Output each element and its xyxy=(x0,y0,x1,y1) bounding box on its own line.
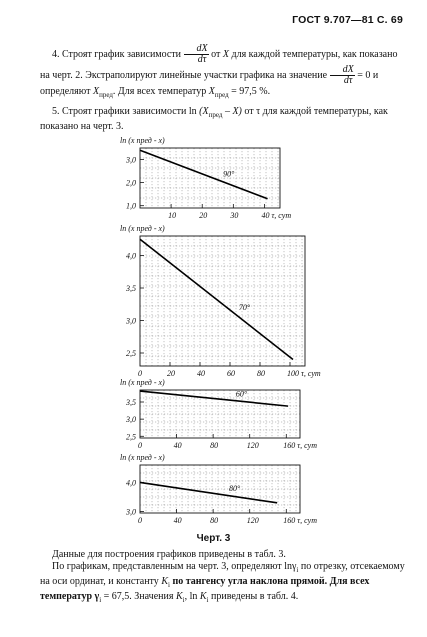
paragraph-tail-2 xyxy=(40,561,406,606)
chart-3-series-line xyxy=(140,482,277,502)
chart-1-series-label: 70° xyxy=(238,302,251,312)
chart-2-ylabel: ln (x пред - x) xyxy=(120,378,165,387)
paragraph-tail-1 xyxy=(40,549,406,561)
chart-1-ytick-label: 3,0 xyxy=(126,316,136,326)
p4-rest1: для каждой температуры, как показано на черт. 2. Экстраполируют линейные участки графика на значение xyxy=(40,48,398,81)
p5-text2: от τ для каждой температуры, как показано на черт. 3. xyxy=(40,106,388,132)
tail-2c: по отрезку, отсекаемому на оси ординат, и константу xyxy=(40,561,405,587)
tail-2a: По графикам, представленным на черт. 3, определяют xyxy=(52,561,282,572)
chart-1-xtick-label: 60 xyxy=(227,369,235,378)
chart-3-ylabel: ln (x пред - x) xyxy=(120,453,165,462)
chart-2-ytick-label: 3,0 xyxy=(126,415,136,425)
chart-1-xtick-label: 100 τ, сут xyxy=(287,369,321,378)
chart-2-x0-label: 0 xyxy=(138,441,142,450)
tail-2d: K xyxy=(161,576,168,587)
p4-xpred2-sub: пред xyxy=(214,91,229,99)
tail-2f: = 67,5. Значения xyxy=(103,591,174,602)
chart-3-x0-label: 0 xyxy=(138,516,142,525)
chart-1-frame xyxy=(140,236,305,366)
chart-2-ytick-label: 2,5 xyxy=(126,432,136,442)
chart-0-xtick-label: 10 xyxy=(168,211,177,220)
page-header: ГОСТ 9.707—81 С. 69 xyxy=(292,14,403,26)
chart-3-xtick-label: 160 τ, сут xyxy=(283,516,317,525)
chart-1-series-line xyxy=(140,239,293,359)
chart-1-ytick-label: 2,5 xyxy=(126,349,136,358)
chart-2-xtick-label: 120 xyxy=(246,441,259,450)
p4-eq: = 0 и определяют xyxy=(40,69,379,97)
chart-1-xtick-label: 80 xyxy=(257,369,265,378)
frac-den-2: dτ xyxy=(343,75,353,86)
chart-0-ytick-label: 3,0 xyxy=(126,155,136,165)
frac-den: dτ xyxy=(197,54,207,65)
tail-2e: по тангенсу угла наклона прямой. Для всех температур γ xyxy=(40,576,370,602)
p5-expr-end: – X) xyxy=(224,106,242,117)
p4-val: = 97,5 %. xyxy=(231,86,271,97)
p4-x: X xyxy=(222,48,229,60)
tail-2i: K xyxy=(199,591,207,602)
chart-0-series-line xyxy=(140,150,268,198)
tail-line1: Данные для построения графиков приведены в табл. 3. xyxy=(52,549,286,560)
chart-2-ytick-label: 3,5 xyxy=(126,398,136,407)
frac-num: dX xyxy=(184,44,209,55)
chart-2-xtick-label: 40 xyxy=(173,441,182,450)
chart-3-ytick-label: 3,0 xyxy=(126,507,136,517)
chart-2-xtick-label: 160 τ, сут xyxy=(283,441,317,450)
chart-3-xtick-label: 40 xyxy=(173,516,182,525)
chart-0-xtick-label: 30 xyxy=(230,211,239,220)
p4-xpred-2: X xyxy=(208,86,215,97)
chart-1-xtick-label: 20 xyxy=(167,369,175,378)
frac-num-2: dX xyxy=(330,65,355,76)
chart-2-xtick-label: 80 xyxy=(210,441,219,450)
chart-0-ytick-label: 1,0 xyxy=(126,201,136,211)
p4-xpred-sub: пред xyxy=(99,91,113,99)
p5-text1: 5. Строят графики зависимости xyxy=(52,106,187,117)
p4-rest2: . Для всех температур xyxy=(112,86,207,97)
chart-2-series-label: 60° xyxy=(235,389,248,399)
chart-1-xtick-label: 40 xyxy=(197,369,205,378)
chart-0-ylabel: ln (x пред - x) xyxy=(120,136,165,145)
chart-0-ytick-label: 2,0 xyxy=(126,178,136,188)
tail-sub-1: i xyxy=(296,566,299,574)
chart-0-series-label: 90° xyxy=(223,169,235,179)
p5-ln: ln xyxy=(188,106,197,117)
figure-caption: Черт. 3 xyxy=(196,533,231,544)
tail-sub-2: i xyxy=(167,581,170,589)
p4-xpred: X xyxy=(92,86,100,97)
tail-2g: K xyxy=(175,591,183,602)
chart-3-ytick-label: 4,0 xyxy=(126,478,136,488)
tail-sub-4: i xyxy=(182,596,185,604)
chart-1-x0-label: 0 xyxy=(138,369,142,378)
p5-expr-sub: пред xyxy=(208,111,223,119)
chart-1-ytick-label: 3,5 xyxy=(126,284,136,293)
chart-0-xtick-label: 40 τ, сут xyxy=(261,211,292,220)
chart-1-ytick-label: 4,0 xyxy=(126,251,136,261)
tail-2b: lnγ xyxy=(284,561,297,572)
chart-0-xtick-label: 20 xyxy=(199,211,208,220)
chart-3-xtick-label: 120 xyxy=(246,516,259,525)
chart-3-xtick-label: 80 xyxy=(210,516,219,525)
tail-sub-3: i xyxy=(99,596,102,604)
p4-lead: 4. Строят график зависимости xyxy=(52,48,182,60)
chart-3-series-label: 80° xyxy=(229,484,241,494)
chart-1-ylabel: ln (x пред - x) xyxy=(120,224,165,233)
tail-2j: приведены в табл. 4. xyxy=(210,591,299,602)
p4-mid: от xyxy=(211,48,221,60)
p5-expr: (X xyxy=(199,106,209,117)
tail-sub-5: i xyxy=(206,596,209,604)
tail-2h: , ln xyxy=(184,591,198,602)
